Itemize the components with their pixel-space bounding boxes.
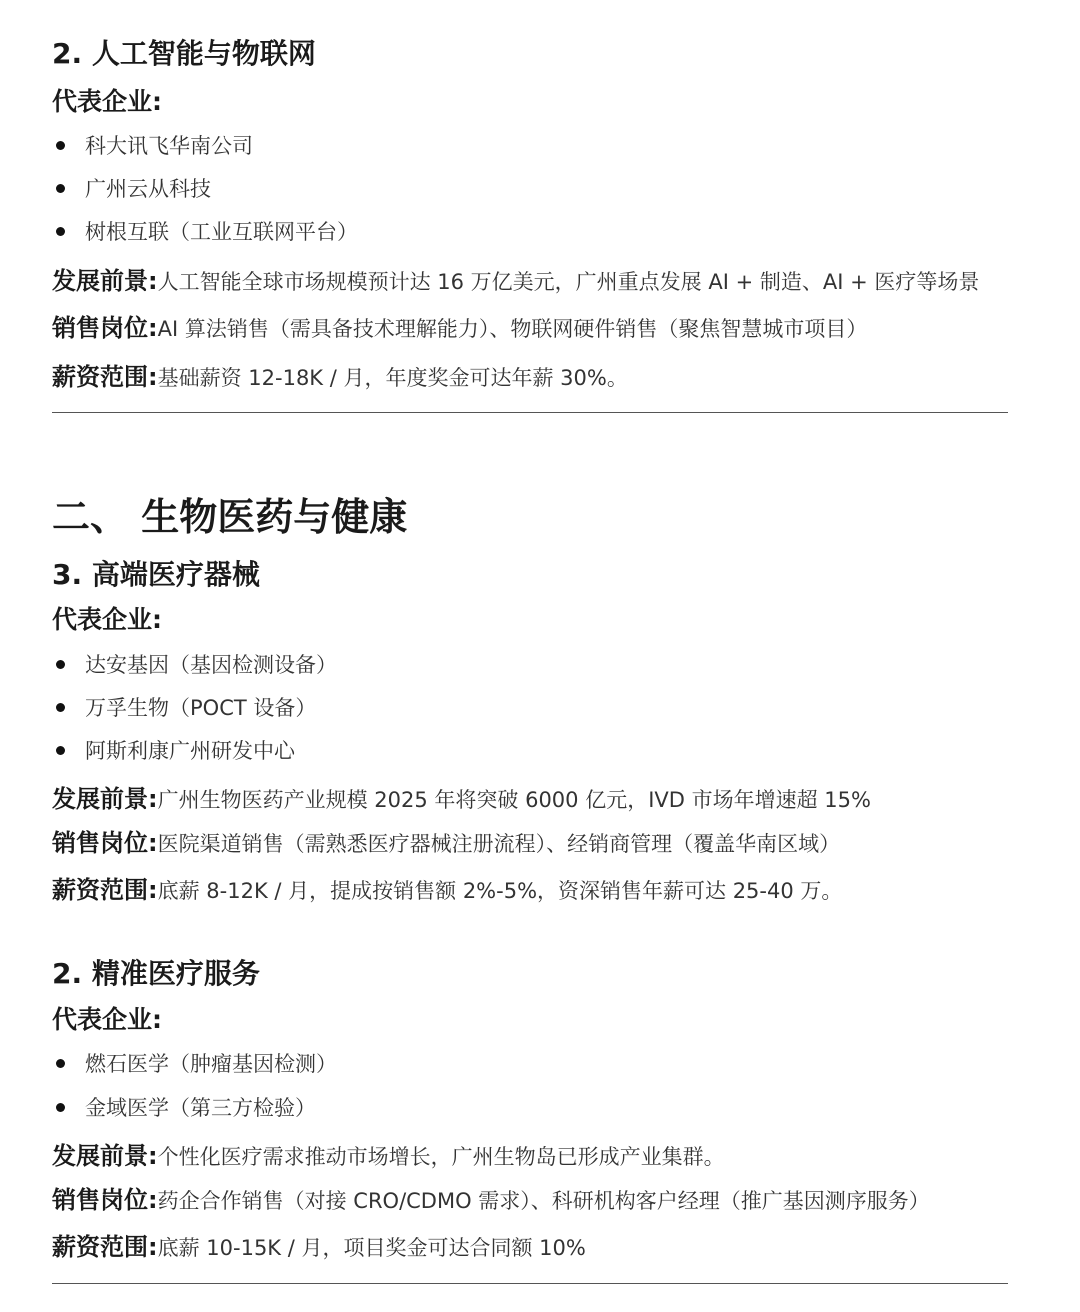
salary-row <box>52 357 628 392</box>
positions-row <box>52 1180 930 1215</box>
salary-text: 基础薪资 12-18K / 月，年度奖金可达年薪 30%。 <box>157 366 628 390</box>
positions-label: 销售岗位: <box>52 829 158 857</box>
company-name: 树根互联（工业互联网平台） <box>85 220 358 244</box>
positions-text: AI 算法销售（需具备技术理解能力）、物联网硬件销售（聚焦智慧城市项目） <box>157 317 868 341</box>
salary-text: 底薪 8-12K / 月，提成按销售额 2%-5%，资深销售年薪可达 25-40 万。 <box>157 879 843 903</box>
list-item <box>52 173 211 203</box>
bullet-icon <box>56 703 65 712</box>
bullet-icon <box>56 1059 65 1068</box>
company-name: 燃石医学（肿瘤基因检测） <box>85 1052 337 1076</box>
bullet-icon <box>56 746 65 755</box>
positions-label: 销售岗位: <box>52 1186 158 1214</box>
salary-label: 薪资范围: <box>52 1233 158 1261</box>
prospect-label: 发展前景: <box>52 785 158 813</box>
positions-label: 销售岗位: <box>52 314 158 342</box>
company-name: 广州云从科技 <box>85 177 211 201</box>
companies-label: 代表企业: <box>52 605 162 634</box>
prospect-label: 发展前景: <box>52 1142 158 1170</box>
divider <box>52 1283 1008 1284</box>
section-heading-ai-iot: 2. 人工智能与物联网 <box>52 37 316 70</box>
list-item <box>52 735 295 765</box>
bullet-icon <box>56 660 65 669</box>
prospect-row <box>52 1136 725 1171</box>
salary-text: 底薪 10-15K / 月，项目奖金可达合同额 10% <box>157 1236 586 1260</box>
divider <box>52 412 1008 413</box>
bullet-icon <box>56 141 65 150</box>
company-name: 万孚生物（POCT 设备） <box>85 696 317 720</box>
positions-row <box>52 823 840 858</box>
companies-label: 代表企业: <box>52 1005 162 1034</box>
company-name: 阿斯利康广州研发中心 <box>85 739 295 763</box>
prospect-text: 人工智能全球市场规模预计达 16 万亿美元，广州重点发展 AI + 制造、AI + 医疗等场景 <box>157 270 980 294</box>
salary-row <box>52 1227 586 1262</box>
salary-row <box>52 870 842 905</box>
bullet-icon <box>56 184 65 193</box>
company-name: 金域医学（第三方检验） <box>85 1096 316 1120</box>
positions-text: 药企合作销售（对接 CRO/CDMO 需求）、科研机构客户经理（推广基因测序服务） <box>157 1189 930 1213</box>
list-item <box>52 130 253 160</box>
prospect-text: 个性化医疗需求推动市场增长，广州生物岛已形成产业集群。 <box>157 1145 725 1169</box>
chapter-title-biomed: 二、 生物医药与健康 <box>52 495 408 539</box>
list-item <box>52 1092 316 1122</box>
prospect-row <box>52 779 871 814</box>
list-item <box>52 1048 337 1078</box>
list-item <box>52 649 337 679</box>
salary-label: 薪资范围: <box>52 363 158 391</box>
positions-row <box>52 308 867 343</box>
company-name: 达安基因（基因检测设备） <box>85 653 337 677</box>
list-item <box>52 692 316 722</box>
bullet-icon <box>56 1103 65 1112</box>
bullet-icon <box>56 227 65 236</box>
section-heading-medical-devices: 3. 高端医疗器械 <box>52 558 260 591</box>
list-item <box>52 216 358 246</box>
positions-text: 医院渠道销售（需熟悉医疗器械注册流程）、经销商管理（覆盖华南区域） <box>157 832 841 856</box>
section-heading-precision-medicine: 2. 精准医疗服务 <box>52 957 260 990</box>
salary-label: 薪资范围: <box>52 876 158 904</box>
company-name: 科大讯飞华南公司 <box>85 134 253 158</box>
companies-label: 代表企业: <box>52 87 162 116</box>
prospect-label: 发展前景: <box>52 267 158 295</box>
prospect-text: 广州生物医药产业规模 2025 年将突破 6000 亿元，IVD 市场年增速超 15% <box>157 788 871 812</box>
prospect-row <box>52 261 979 296</box>
